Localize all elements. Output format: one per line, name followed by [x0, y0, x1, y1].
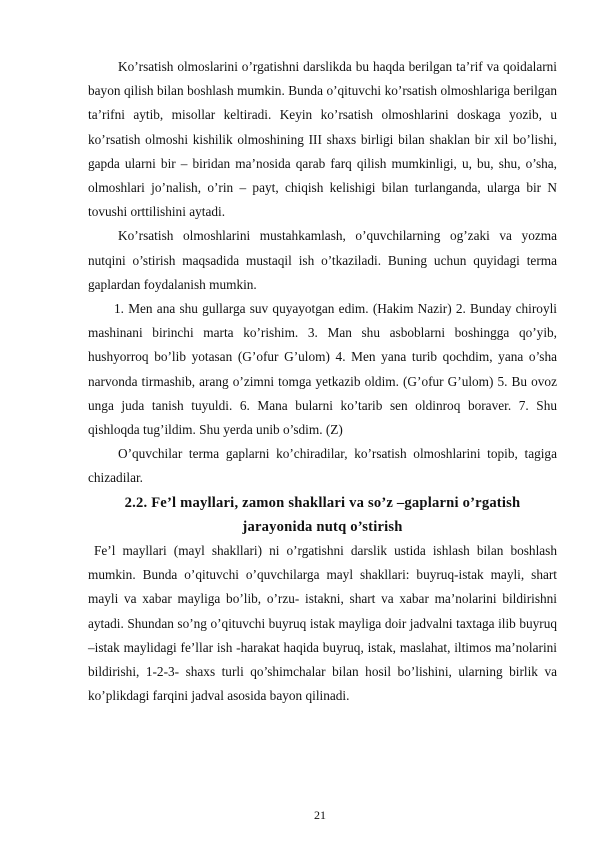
section-heading-line-1: 2.2. Fe’l mayllari, zamon shakllari va so’z –gaplarni o’rgatish	[124, 494, 521, 511]
section-heading-line-2: jarayonida nutq o’stirish	[242, 518, 403, 535]
paragraph-2: Ko’rsatish olmoshlarini mustahkamlash, o’quvchilarning og’zaki va yozma nutqini o’stirish maqsadida mustaqil ish o’tkaziladi. Buning uchun quyidagi terma gaplardan foydalanish mumkin.	[88, 228, 557, 292]
paragraph-examples: 1. Men ana shu gullarga suv quyayotgan edim. (Hakim Nazir) 2. Bunday chiroyli mashinani birinchi marta ko’rishim. 3. Man shu asboblarni boshingga qo’yib, hushyorroq bo’lib yotasan (G’ofur G’ulom) 4. Men yana turib qochdim, yana o’sha narvonda tirmashib, arang o’zimni tomga yetkazib oldim. (G’ofur G’ulom) 5. Bu ovoz unga juda tanish tuyuldi. 6. Mana bularni ko’tarib sen oldinroq boraver. 7. Shu qishloqda tug’ildim. Shu yerda unib o’sdim. (Z)	[88, 301, 557, 438]
section-heading	[88, 491, 557, 539]
paragraph-1: Ko’rsatish olmoslarini o’rgatishni darslikda bu haqda berilgan ta’rif va qoidalarni bayon qilish bilan boshlash mumkin. Bunda o’qituvchi ko’rsatish olmoshlariga berilgan ta’rifni aytib, misollar keltiradi. Keyin ko’rsatish olmoshlarini doskaga yozib, u ko’rsatish olmoshi kishilik olmoshining III shaxs birligi bilan shaklan bir xil bo’lishi, gapda ularni bir – biridan ma’nosida qarab farq qilish mumkinligi, u, bu, shu, o’sha, olmoshlari jo’nalish, o’rin – payt, chiqish kelishigi bilan turlanganda, ularga bir N tovushi orttilishini aytadi.	[88, 59, 557, 220]
page-content	[88, 55, 557, 708]
paragraph-3: O’quvchilar terma gaplarni ko’chiradilar, ko’rsatish olmoshlarini topib, tagiga chizadilar.	[88, 446, 557, 486]
page-number: 21	[314, 808, 326, 822]
paragraph-after-heading: Fe’l mayllari (mayl shakllari) ni o’rgatishni darslik ustida ishlash bilan boshlash mumkin. Bunda o’qituvchi o’quvchilarga mayl shakllari: buyruq-istak mayli, shart mayli va xabar mayliga bo’lib, o’rzu- istakni, shart va xabar ma’nolarini bildirishni aytadi. Shundan so’ng o’qituvchi buyruq istak mayliga doir jadvalni taxtaga ilib buyruq –istak maylidagi fe’llar ish -harakat haqida buyruq, istak, maslahat, iltimos ma’nolarini bildirishi, 1-2-3- shaxs turli qo’shimchalar bilan hosil bo’lishini, ularning birlik va ko’plikdagi farqini jadval asosida bayon qilinadi.	[88, 543, 557, 704]
